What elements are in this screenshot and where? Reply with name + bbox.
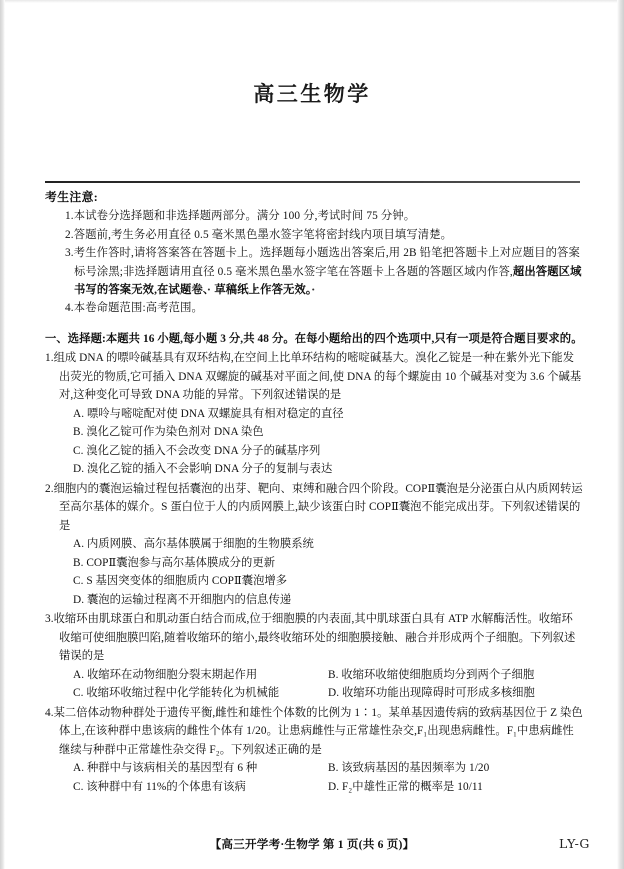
option-item[interactable]: B. 溴化乙锭可作为染色剂对 DNA 染色 [73,426,264,439]
notice-item-text: 3.考生作答时,请将答案答在答题卡上。选择题每小题选出答案后,用 2B 铅笔把答题卡上对应题目的答案标号涂黑;非选择题请用直径 0.5 毫米黑色墨水签字笔在答题卡上各题的答题区域内作答, [65,247,580,278]
option-item[interactable]: A. 收缩环在动物细胞分裂末期起作用 [73,668,258,681]
option-item[interactable]: B. 收缩环收缩使细胞质均分到两个子细胞 [328,668,535,681]
option-list [59,405,583,479]
question [45,349,583,479]
question-stem [45,610,583,666]
question-number: 1. [45,352,54,365]
notice-item [54,226,583,244]
question-stem-text-tail: 的是 [318,389,342,402]
notice-item-emphasis: 超出答题区域书写的答案无效,在试题卷、草稿纸上作答无效。 [74,265,582,296]
question-stem [45,349,583,405]
option-item[interactable]: C. S 基因突变体的细胞质内 COPⅡ囊泡增多 [73,575,288,588]
notice-heading: 考生注意: [45,190,99,204]
page-content [45,188,583,796]
question [45,704,583,797]
question [45,610,583,703]
option-item[interactable]: B. 该致病基因的基因频率为 1/20 [328,762,490,775]
option-item[interactable]: D. F₂中雄性正常的概率是 10/11 [328,780,483,793]
footer-paper-code: LY-G [559,836,590,851]
question [45,480,583,610]
option-item[interactable]: A. 种群中与该病相关的基因型有 6 种 [73,762,258,775]
option-item[interactable]: A. 内质网膜、高尔基体膜属于细胞的生物膜系统 [73,538,314,551]
option-list [59,759,583,796]
notice-item-text: 2.答题前,考生务必用直径 0.5 毫米黑色墨水签字笔将密封线内项目填写清楚。 [65,228,453,241]
question-stem-text-tail: 的是 [59,501,581,532]
question-stem-emphasis: 错误 [59,650,82,663]
page-footer [0,836,624,856]
question-stem [45,480,583,536]
option-item[interactable]: A. 嘌呤与嘧啶配对使 DNA 双螺旋具有相对稳定的直径 [73,407,344,420]
question-stem-text: 组成 DNA 的嘌呤碱基具有双环结构,在空间上比单环结构的嘧啶碱基大。溴化乙锭是一种在紫外光下能发出荧光的物质,它可插入 DNA 双螺旋的碱基对平面之间,使 DNA 的每个螺旋由 10 个碱基对变为 3.6 个碱基对,这种变化可导致 DNA 功能的异常。下列叙述 [53,352,582,402]
notice-item-text: 1.本试卷分选择题和非选择题两部分。满分 100 分,考试时间 75 分钟。 [65,210,416,223]
question-stem-text: 收缩环由肌球蛋白和肌动蛋白结合而成,位于细胞膜的内表面,其中肌球蛋白具有 ATP 水解酶活性。收缩环收缩可使细胞膜凹陷,随着收缩环的缩小,最终收缩环处的细胞膜接触、融合并形成两个子细胞。下列叙述 [53,613,576,644]
option-list [59,535,583,609]
question-number: 4. [45,706,54,719]
notice-list [45,207,583,317]
notice-item [54,299,583,317]
question-stem-emphasis: 错误 [295,389,319,402]
title-divider [45,181,580,183]
option-item[interactable]: D. 溴化乙锭的插入不会影响 DNA 分子的复制与表达 [73,463,333,476]
question-list [45,349,583,796]
question-number: 3. [45,613,54,626]
option-item[interactable]: C. 溴化乙锭的插入不会改变 DNA 分子的碱基序列 [73,444,321,457]
option-item[interactable]: D. 囊泡的运输过程离不开细胞内的信息传递 [73,593,292,606]
question-number: 2. [45,482,54,495]
notice-item-text: 4.本卷命题范围:高考范围。 [65,302,203,315]
option-list [59,666,583,703]
question-stem-emphasis: 错误 [546,501,570,514]
option-item[interactable]: D. 收缩环功能出现障碍时可形成多核细胞 [328,687,535,700]
option-item[interactable]: C. 该种群中有 11%的个体患有该病 [73,780,246,793]
question-stem [45,704,583,760]
notice-item [54,244,583,299]
notice-item [54,207,583,225]
page-title: 高三生物学 [253,81,371,106]
question-stem-text: 某二倍体动物种群处于遗传平衡,雌性和雄性个体数的比例为 1∶1。某单基因遗传病的致病基因位于 Z 染色体上,在该种群中患该病的雌性个体有 1/20。让患病雌性与正常雄性杂交,F₁出现患病雌性。F₁中患病雌性继续与种群中正常雄性杂交得 F₂。下列叙述正确的是 [53,706,583,756]
question-stem-text: 细胞内的囊泡运输过程包括囊泡的出芽、靶向、束缚和融合四个阶段。COPⅡ囊泡是分泌蛋白从内质网转运至高尔基体的媒介。S 蛋白位于人的内质网膜上,缺少该蛋白时 COPⅡ囊泡不能完成出芽。下列叙述 [53,482,583,514]
option-item[interactable]: B. COPⅡ囊泡参与高尔基体膜成分的更新 [73,556,276,569]
option-item[interactable]: C. 收缩环收缩过程中化学能转化为机械能 [73,687,280,700]
footer-page-label: 【高三开学考·生物学 第 1 页(共 6 页)】 [209,838,415,851]
question-stem-text-tail: 的是 [81,650,105,663]
section-heading: 一、选择题:本题共 16 小题,每小题 3 分,共 48 分。在每小题给出的四个选项中,只有一项是符合题目要求的。 [45,332,583,345]
